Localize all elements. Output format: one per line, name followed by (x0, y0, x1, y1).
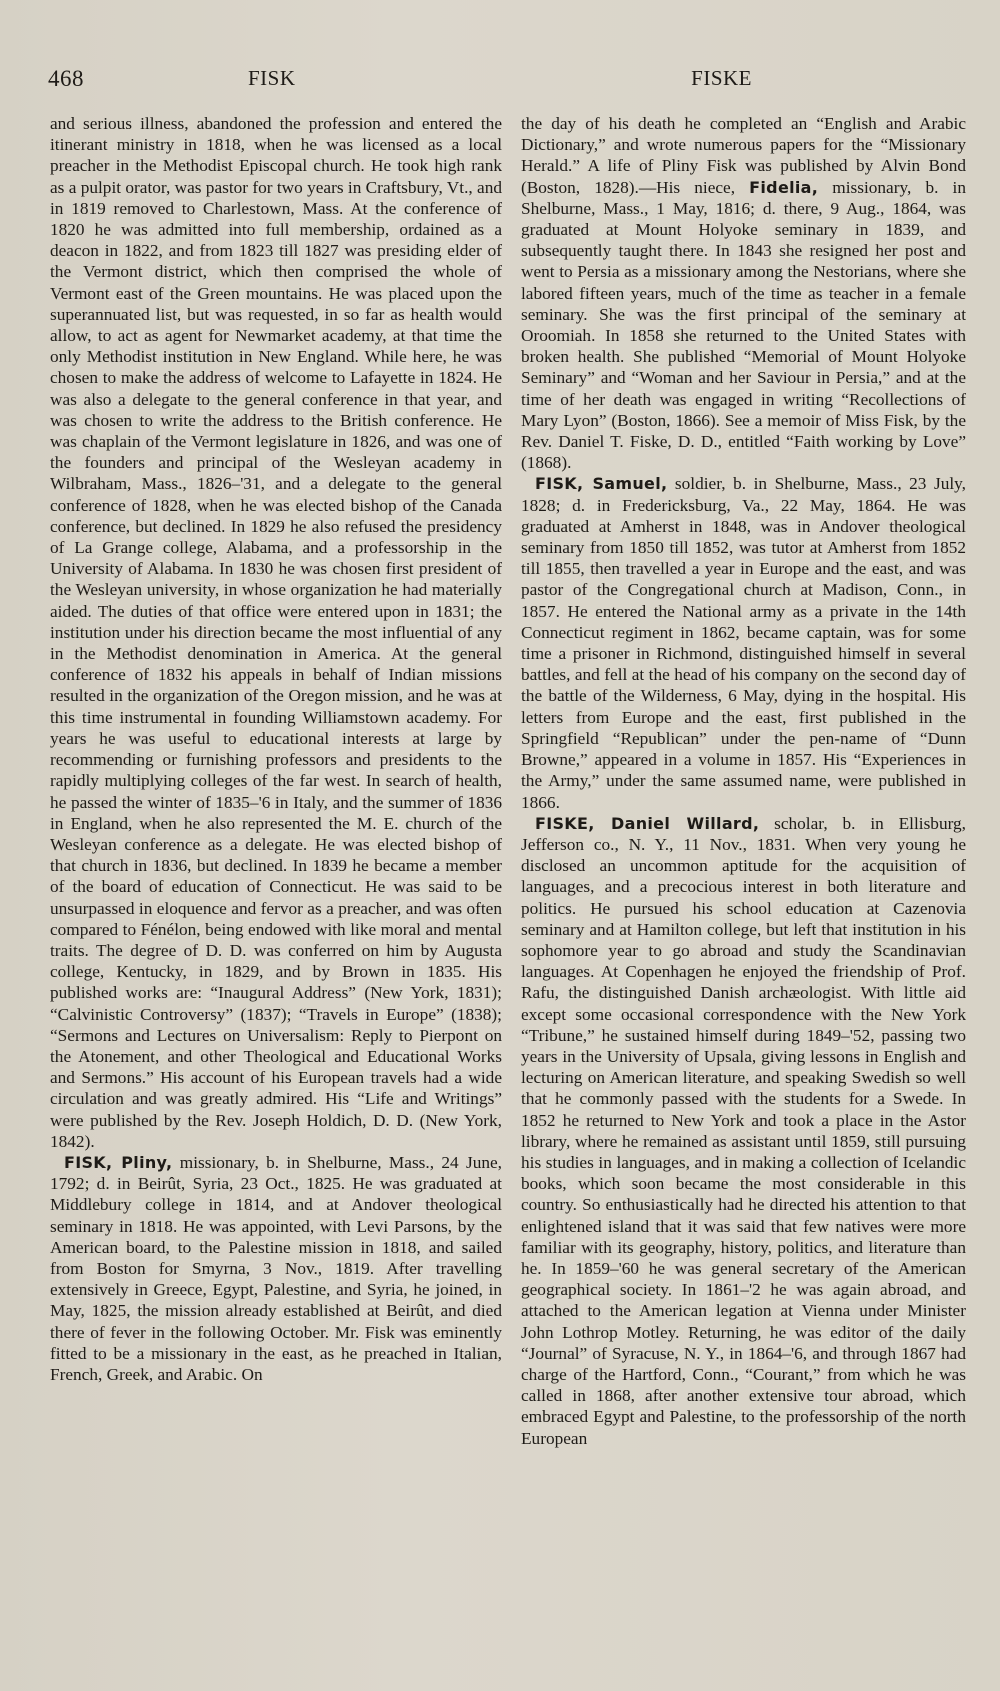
guide-word-right: FISKE (691, 66, 752, 90)
headword-samuel-fisk: FISK, Samuel, (535, 474, 668, 494)
right-column (521, 113, 966, 1449)
entry-pliny-continued (521, 113, 966, 473)
entry-text-pliny-fisk: missionary, b. in Shelburne, Mass., 24 June, 1792; d. in Beirût, Syria, 23 Oct., 1825. He was graduated at Middlebury college in 1814, and at Andover theological seminary in 1818. He was appointed, with Levi Parsons, by the American board, to the Palestine mission in 1818, and sailed from Boston for Smyrna, 3 Nov., 1819. After travelling extensively in Greece, Egypt, Palestine, and Syria, he joined, in May, 1825, the mission already established at Beirût, and died there of fever in the following October. Mr. Fisk was eminently fitted to be a missionary in the east, as he preached in Italian, French, Greek, and Arabic. On (50, 1152, 502, 1384)
left-column (50, 113, 502, 1385)
entry-pliny-fisk (50, 1152, 502, 1385)
fidelia-text: missionary, b. in Shelburne, Mass., 1 May, 1816; d. there, 9 Aug., 1864, was graduated at Mount Holyoke seminary in 1839, and subsequently taught there. In 1843 she resigned her post and went to Persia as a missionary among the Nestorians, where she labored fifteen years, much of the time as teacher in a female seminary. She was the first principal of the seminary at Oroomiah. In 1858 she returned to the United States with broken health. She published “Memorial of Mount Holyoke Seminary” and “Woman and her Saviour in Persia,” and at the time of her death was engaged in writing “Recollections of Mary Lyon” (Boston, 1866). See a memoir of Miss Fisk, by the Rev. Daniel T. Fiske, D. D., entitled “Faith working by Love” (1868). (521, 177, 966, 473)
entry-daniel-willard-fiske (521, 813, 966, 1449)
entry-continuation: and serious illness, abandoned the profession and entered the itinerant ministry in 1818, when he was licensed as a local preacher in the Methodist Episcopal church. He took high rank as a pulpit orator, was pastor for two years in Craftsbury, Vt., and in 1819 removed to Charlestown, Mass. At the conference of 1820 he was admitted into full membership, ordained as a deacon in 1822, and from 1823 till 1827 was presiding elder of the Vermont district, which then comprised the whole of Vermont east of the Green mountains. He was placed upon the superannuated list, but was requested, in so far as health would allow, to act as agent for Newmarket academy, at that time the only Methodist institution in New England. While here, he was chosen to make the address of welcome to Lafayette in 1824. He was also a delegate to the general conference in that year, and was chosen to write the address to the British conference. He was chaplain of the Vermont legislature in 1826, and was one of the founders and principal of the Wesleyan academy in Wilbraham, Mass., 1826–'31, and a delegate to the general conference of 1828, when he was elected bishop of the Canada conference, but declined. In 1829 he also refused the presidency of La Grange college, Alabama, and a professorship in the University of Alabama. In 1830 he was chosen first president of the Wesleyan university, in whose organization he had materially aided. The duties of that office were entered upon in 1831; the institution under his direction became the most influential of any in the Methodist denomination in America. At the general conference of 1832 his appeals in behalf of Indian missions resulted in the organization of the Oregon mission, and he was at this time instrumental in founding Williamstown academy. For years he was useful to educational interests at large by recommending or furnishing professors and presidents to the rapidly multiplying colleges of the far west. In search of health, he passed the winter of 1835–'6 in Italy, and the summer of 1836 in England, when he also represented the M. E. church of the Wesleyan conference as a delegate. He was elected bishop of that church in 1836, but declined. In 1839 he became a member of the board of education of Connecticut. He was said to be unsurpassed in eloquence and fervor as a preacher, and was often compared to Fénélon, being endowed with like moral and mental traits. The degree of D. D. was conferred on him by Augusta college, Kentucky, in 1829, and by Brown in 1835. His published works are: “Inaugural Address” (New York, 1831); “Calvinistic Controversy” (1837); “Travels in Europe” (1838); “Sermons and Lectures on Universalism: Reply to Pierpont on the Atonement, and other Theological and Educational Works and Sermons.” His account of his European travels had a wide circulation and was greatly admired. His “Life and Writings” were published by the Rev. Joseph Holdich, D. D. (New York, 1842). (50, 114, 502, 1151)
headword-daniel-willard-fiske: FISKE, Daniel Willard, (535, 813, 760, 833)
entry-text-daniel-willard-fiske: scholar, b. in Ellisburg, Jefferson co., N. Y., 11 Nov., 1831. When very young he disclosed an uncommon aptitude for the acquisition of languages, and a precocious interest in both literature and politics. He pursued his school education at Cazenovia seminary and at Hamilton college, but left that institution in his sophomore year to go abroad and study the Scandinavian languages. At Copenhagen he enjoyed the friendship of Prof. Rafu, the distinguished Danish archæologist. With little aid except some occasional correspondence with the New York “Tribune,” he sustained himself during 1849–'52, passing two years in the University of Upsala, giving lessons in English and lecturing on American literature, and speaking Swedish so well that he commonly passed with the students for a Swede. In 1852 he returned to New York and took a place in the Astor library, where he remained as assistant until 1859, still pursuing his studies in languages, and in making a collection of Icelandic books, which soon became the most considerable in this country. So enthusiastically had he directed his attention to that enlightened island that it was said that few natives were more familiar with its geography, history, politics, and literature than he. In 1859–'60 he was general secretary of the American geographical society. In 1861–'2 he was again abroad, and attached to the American legation at Vienna under Minister John Lothrop Motley. Returning, he was editor of the daily “Journal” of Syracuse, N. Y., in 1864–'6, and through 1867 had charge of the Hartford, Conn., “Courant,” from which he was called in 1868, after another extensive tour abroad, which embraced Egypt and Palestine, to the professorship of the north European (521, 813, 966, 1448)
guide-word-left: FISK (248, 66, 296, 90)
entry-samuel-fisk (521, 473, 966, 812)
running-header (48, 66, 952, 96)
entry-text-samuel-fisk: soldier, b. in Shelburne, Mass., 23 July, 1828; d. in Fredericksburg, Va., 22 May, 1864. He was graduated at Amherst in 1848, was in Andover theological seminary from 1850 till 1852, was tutor at Amherst from 1852 till 1855, then travelled a year in Europe and the east, and was pastor of the Congregational church at Madison, Conn., in 1857. He entered the National army as a private in the 14th Connecticut regiment in 1862, became captain, was for some time a prisoner in Richmond, distinguished himself in several battles, and fell at the head of his company on the second day of the battle of the Wilderness, 6 May, dying in the hospital. His letters from Europe and the east, first published in the Springfield “Republican” under the pen-name of “Dunn Browne,” appeared in a volume in 1857. His “Experiences in the Army,” under the same assumed name, were published in 1866. (521, 474, 966, 812)
page-number: 468 (48, 66, 84, 91)
headword-pliny-fisk: FISK, Pliny, (64, 1152, 173, 1172)
headword-fidelia: Fidelia, (749, 177, 819, 197)
pliny-text-continued: the day of his death he completed an “English and Arabic Dictionary,” and wrote numerous papers for the “Missionary Herald.” A life of Pliny Fisk was published by Alvin Bond (Boston, 1828).—His niece, (521, 114, 966, 197)
